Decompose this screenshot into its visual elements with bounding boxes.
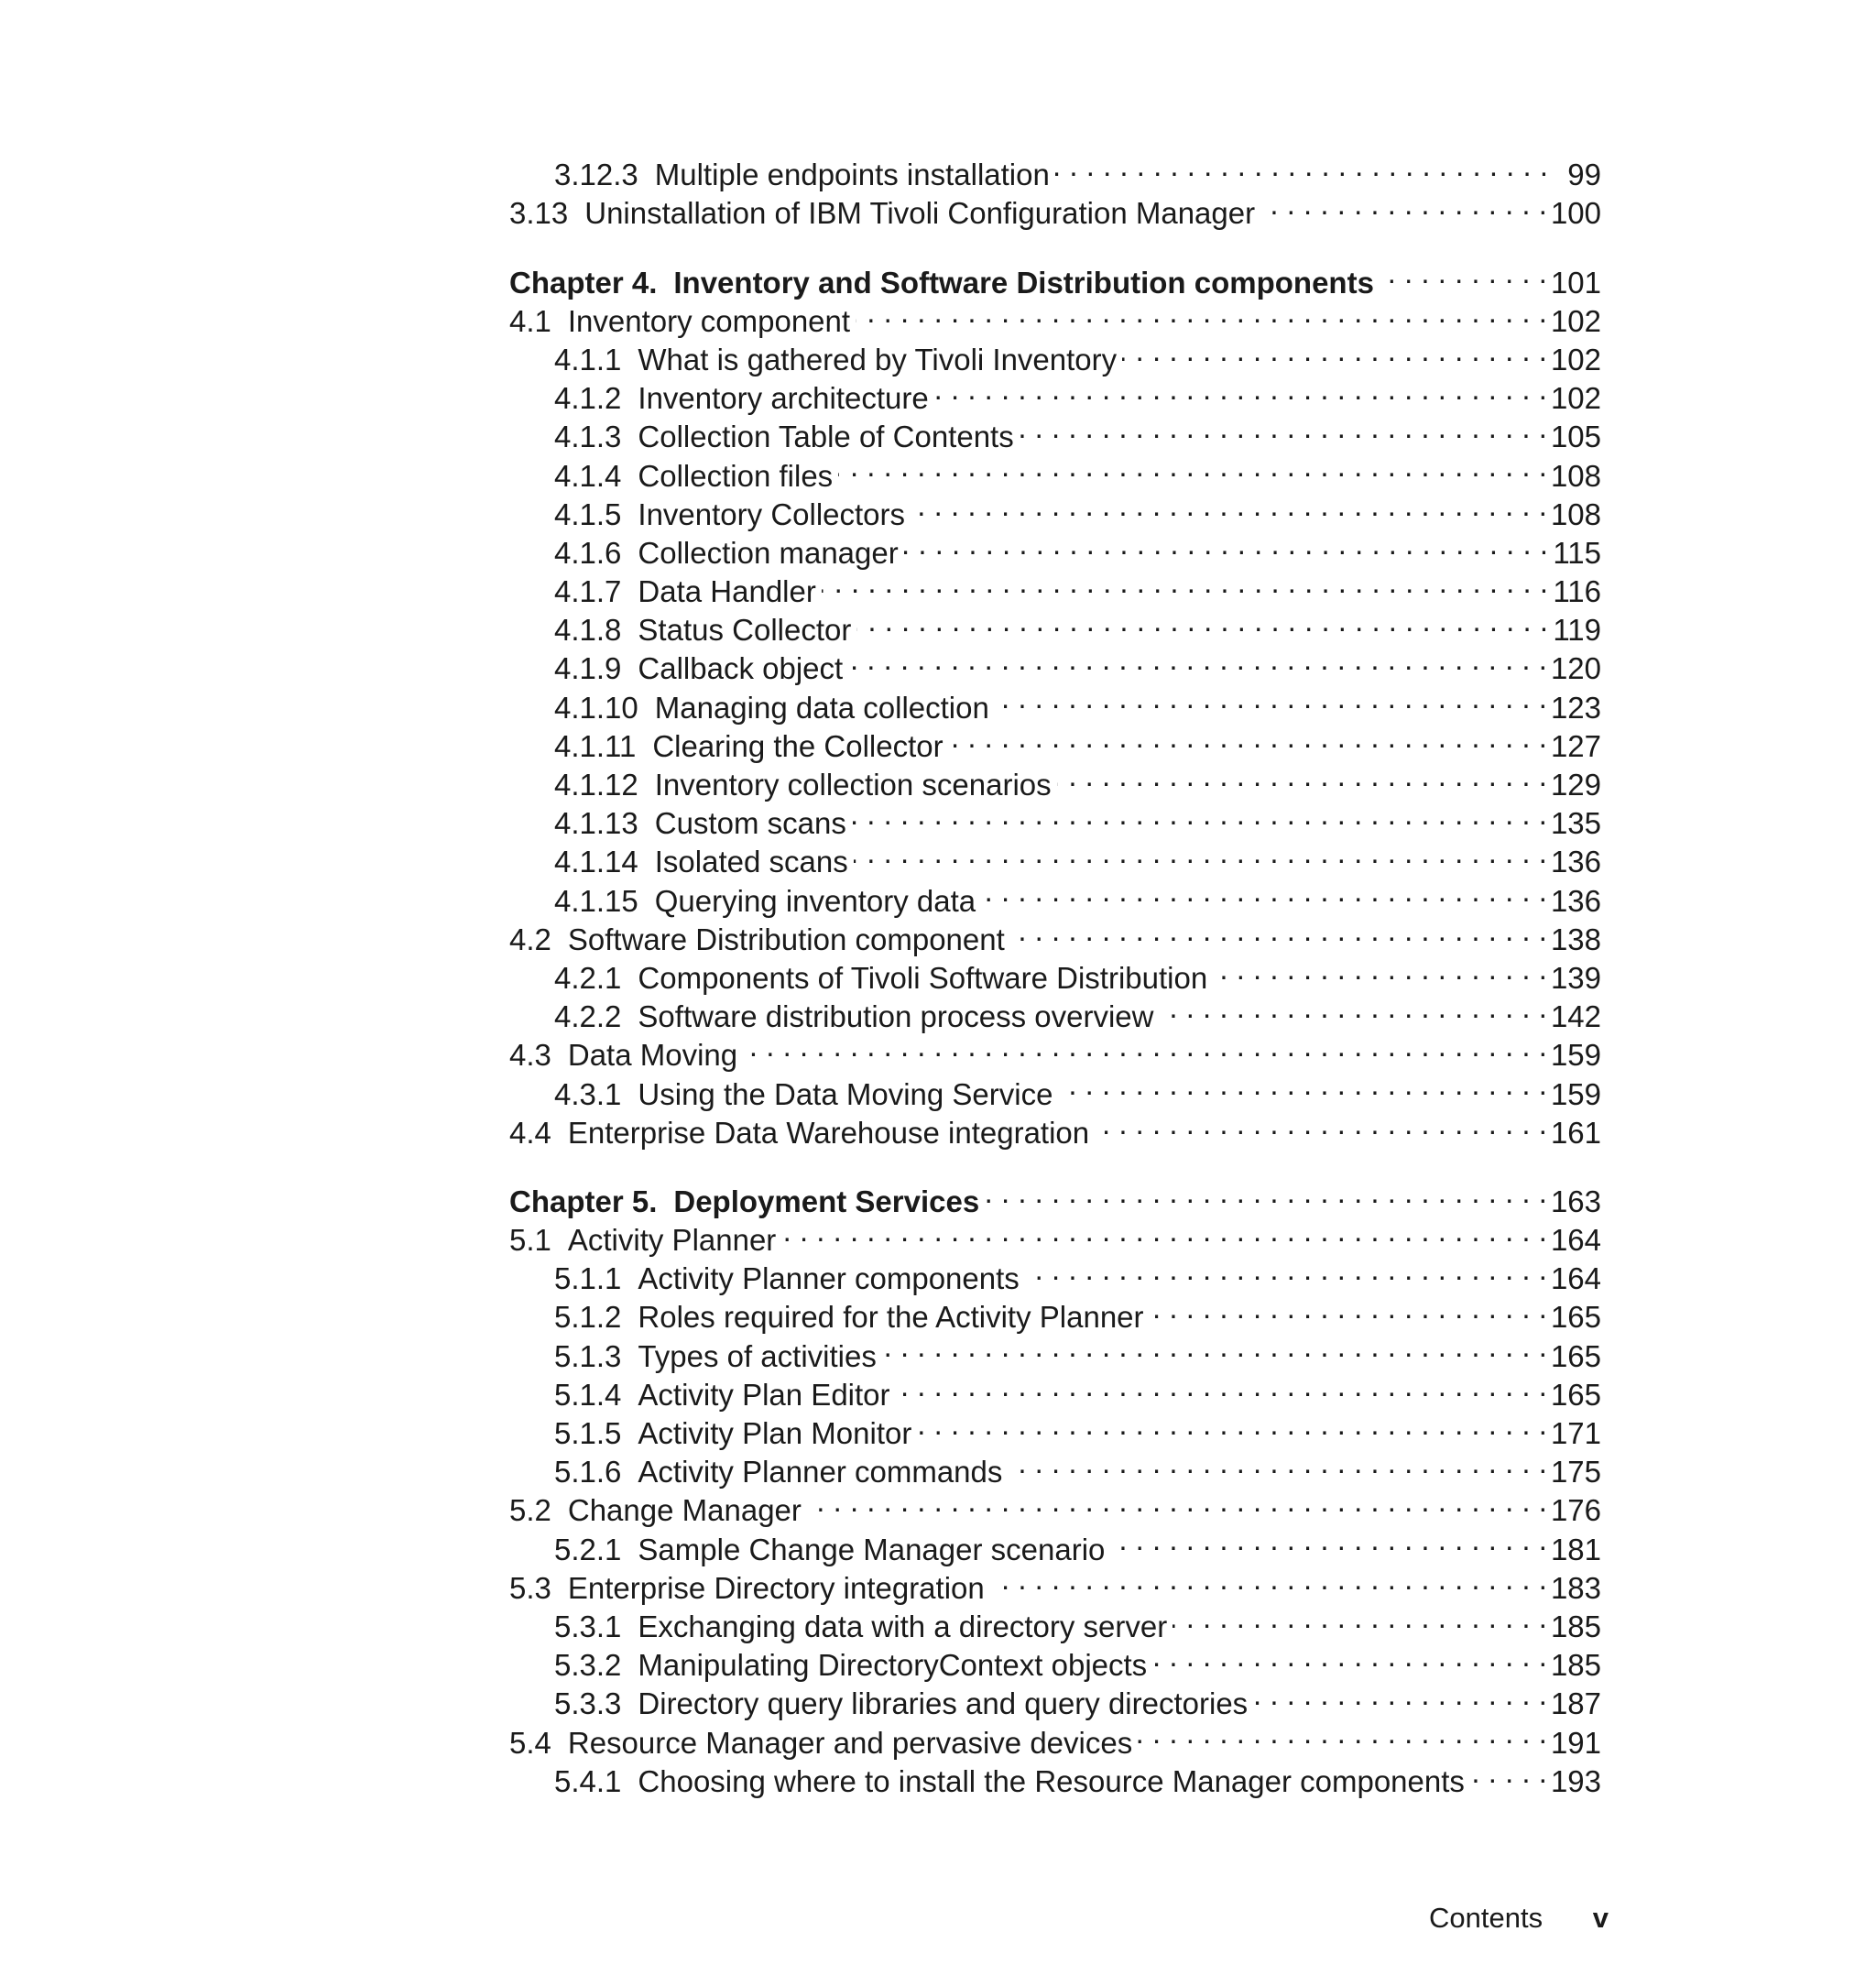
toc-entry-title: Inventory architecture (638, 381, 929, 416)
toc-entry-number: 5.4.1 (554, 1763, 622, 1798)
toc-entry-page: 159 (1550, 1038, 1601, 1073)
toc-entry-page: 175 (1550, 1455, 1601, 1490)
toc-dot-leader (1260, 185, 1547, 224)
toc-entry-title: Sample Change Manager scenario (638, 1532, 1106, 1566)
toc-entry-page: 129 (1550, 768, 1601, 802)
toc-entry-title: Collection manager (638, 535, 899, 570)
toc-entry-number: 5.1.5 (554, 1416, 622, 1450)
toc-entry-page: 165 (1550, 1300, 1601, 1335)
toc-entry-title: Resource Manager and pervasive devices (567, 1725, 1133, 1760)
toc-dot-leader (1172, 1599, 1547, 1637)
toc-entry-title: Status Collector (638, 613, 852, 648)
toc-entry-page: 127 (1550, 728, 1601, 763)
toc-entry-page: 100 (1550, 196, 1601, 231)
toc-dot-leader (781, 1212, 1547, 1250)
toc-entry-title: Activity Planner components (638, 1261, 1020, 1296)
toc-entry-number: 4.4 (509, 1115, 551, 1150)
toc-entry-number: 5.1.4 (554, 1377, 622, 1412)
toc-dot-leader (838, 447, 1547, 486)
toc-entry-page: 139 (1550, 960, 1601, 995)
toc-entry-number: 4.1.3 (554, 420, 622, 454)
toc-entry-number: 4.1.11 (554, 728, 637, 763)
toc-entry-number: Chapter 5. (509, 1184, 658, 1218)
toc-entry-page: 159 (1550, 1076, 1601, 1111)
toc-entry-page: 120 (1550, 651, 1601, 686)
toc-entry-title: Choosing where to install the Resource Manager components (638, 1763, 1465, 1798)
toc-entry-number: 4.1.12 (554, 768, 638, 802)
toc-dot-leader (807, 1482, 1547, 1521)
toc-entry-page: 165 (1550, 1377, 1601, 1412)
toc-entry-number: 4.1 (509, 303, 551, 338)
toc-dot-leader (1470, 1753, 1547, 1792)
toc-dot-leader (985, 1173, 1547, 1212)
toc-entry-number: 4.1.5 (554, 496, 622, 531)
toc-dot-leader (990, 1560, 1547, 1599)
toc-dot-leader (856, 293, 1547, 332)
toc-entry-page: 102 (1550, 381, 1601, 416)
toc-entry-title: Activity Planner (567, 1223, 777, 1258)
table-of-contents (509, 147, 1601, 1798)
toc-dot-leader (1160, 988, 1547, 1027)
toc-entry-page: 138 (1550, 922, 1601, 956)
toc-entry-page: 119 (1553, 613, 1601, 648)
toc-dot-leader (904, 525, 1548, 563)
toc-dot-leader (911, 486, 1547, 525)
toc-entry-page: 164 (1550, 1223, 1601, 1258)
toc-entry-title: Data Moving (567, 1038, 738, 1073)
toc-entry-number: 4.2.1 (554, 960, 622, 995)
toc-entry-page: 108 (1550, 458, 1601, 493)
toc-entry[interactable] (509, 147, 1601, 192)
toc-entry-title: Activity Plan Monitor (638, 1416, 912, 1450)
toc-entry-title: Activity Planner commands (638, 1455, 1003, 1490)
toc-entry-title: Types of activities (638, 1338, 877, 1373)
toc-entry-number: 4.1.8 (554, 613, 622, 648)
toc-entry-page: 123 (1550, 690, 1601, 725)
toc-entry-page: 116 (1553, 574, 1601, 609)
toc-dot-leader (896, 1367, 1547, 1405)
toc-entry-title: Inventory collection scenarios (654, 768, 1052, 802)
toc-entry-number: 5.1.1 (554, 1261, 622, 1296)
toc-entry-title: Inventory Collectors (638, 496, 906, 531)
toc-dot-leader (743, 1027, 1547, 1065)
toc-entry-number: 4.1.6 (554, 535, 622, 570)
toc-entry-title: Inventory and Software Distribution components (673, 265, 1374, 300)
toc-entry-number: 4.1.14 (554, 845, 638, 879)
toc-dot-leader (949, 718, 1547, 757)
toc-entry-page: 187 (1550, 1686, 1601, 1721)
toc-entry-title: Custom scans (654, 806, 846, 841)
toc-dot-leader (1008, 1444, 1547, 1482)
toc-chapter-entry[interactable] (509, 254, 1601, 300)
toc-entry-number: 3.13 (509, 196, 569, 231)
toc-dot-leader (934, 370, 1547, 409)
toc-entry-title: Uninstallation of IBM Tivoli Configuration Manager (584, 196, 1256, 231)
toc-entry-title: Collection Table of Contents (638, 420, 1014, 454)
toc-entry-page: 108 (1550, 496, 1601, 531)
toc-entry-title: Using the Data Moving Service (638, 1076, 1053, 1111)
toc-entry-page: 171 (1550, 1416, 1601, 1450)
toc-dot-leader (917, 1405, 1547, 1444)
toc-entry-title: Collection files (638, 458, 834, 493)
toc-entry-page: 99 (1567, 158, 1601, 192)
toc-entry-title: Directory query libraries and query directories (638, 1686, 1249, 1721)
footer-page-number: v (1592, 1902, 1609, 1934)
toc-entry-number: 4.2 (509, 922, 551, 956)
toc-dot-leader (1152, 1637, 1547, 1675)
toc-entry-number: 4.1.9 (554, 651, 622, 686)
toc-entry-title: Querying inventory data (654, 883, 976, 918)
toc-dot-leader (1110, 1521, 1547, 1559)
toc-dot-leader (1380, 254, 1547, 292)
toc-entry-page: 102 (1550, 303, 1601, 338)
toc-entry-title: Components of Tivoli Software Distribution (638, 960, 1208, 995)
toc-entry-number: 5.1.3 (554, 1338, 622, 1373)
toc-entry-page: 102 (1550, 342, 1601, 376)
toc-dot-leader (1253, 1675, 1547, 1714)
toc-entry-page: 142 (1550, 999, 1601, 1034)
toc-entry-page: 161 (1550, 1115, 1601, 1150)
toc-entry-title: Change Manager (567, 1493, 802, 1528)
toc-entry-page: 165 (1550, 1338, 1601, 1373)
toc-entry-page: 191 (1550, 1725, 1601, 1760)
toc-entry-number: 4.1.13 (554, 806, 638, 841)
toc-entry-number: 5.1 (509, 1223, 551, 1258)
toc-dot-leader (981, 872, 1547, 911)
toc-entry-page: 163 (1550, 1184, 1601, 1218)
toc-dot-leader (1010, 911, 1547, 950)
toc-entry-number: 3.12.3 (554, 158, 638, 192)
toc-entry-title: Inventory component (567, 303, 851, 338)
toc-entry-title: Data Handler (638, 574, 816, 609)
toc-entry-page: 176 (1550, 1493, 1601, 1528)
toc-entry-number: 5.1.2 (554, 1300, 622, 1335)
toc-entry-page: 164 (1550, 1261, 1601, 1296)
toc-dot-leader (882, 1327, 1547, 1366)
toc-dot-leader (1213, 950, 1547, 988)
toc-entry-title: Deployment Services (673, 1184, 980, 1218)
toc-entry-number: 4.1.7 (554, 574, 622, 609)
toc-dot-leader (1055, 147, 1548, 185)
toc-entry-title: Multiple endpoints installation (654, 158, 1050, 192)
toc-dot-leader (1025, 1250, 1547, 1289)
toc-entry-page: 183 (1550, 1570, 1601, 1605)
toc-entry-title: Manipulating DirectoryContext objects (638, 1648, 1148, 1683)
toc-dot-leader (848, 640, 1547, 679)
toc-dot-leader (1057, 757, 1547, 795)
toc-dot-leader (1058, 1065, 1546, 1104)
toc-dot-leader (1150, 1289, 1547, 1327)
toc-entry-page: 135 (1550, 806, 1601, 841)
toc-entry-number: 5.2 (509, 1493, 551, 1528)
toc-entry-number: 5.3.1 (554, 1609, 622, 1643)
toc-entry-title: What is gathered by Tivoli Inventory (638, 342, 1118, 376)
toc-entry-title: Clearing the Collector (652, 728, 943, 763)
toc-entry-title: Software distribution process overview (638, 999, 1154, 1034)
page-footer (1429, 1900, 1609, 1937)
toc-entry-title: Callback object (638, 651, 844, 686)
toc-entry-page: 101 (1550, 265, 1601, 300)
toc-entry-number: 4.3 (509, 1038, 551, 1073)
toc-entry-page: 136 (1550, 883, 1601, 918)
toc-entry-page: 185 (1550, 1609, 1601, 1643)
toc-entry-page: 185 (1550, 1648, 1601, 1683)
toc-dot-leader (854, 834, 1547, 872)
toc-entry-number: 5.3.3 (554, 1686, 622, 1721)
toc-dot-leader (1122, 332, 1547, 370)
toc-entry-number: 4.1.1 (554, 342, 622, 376)
toc-entry-page: 136 (1550, 845, 1601, 879)
toc-entry-number: 4.3.1 (554, 1076, 622, 1111)
toc-entry-number: 4.1.2 (554, 381, 622, 416)
toc-entry-page: 105 (1550, 420, 1601, 454)
toc-entry-number: 5.2.1 (554, 1532, 622, 1566)
toc-dot-leader (1020, 409, 1547, 447)
toc-entry-number: 5.1.6 (554, 1455, 622, 1490)
toc-entry-number: Chapter 4. (509, 265, 658, 300)
toc-dot-leader (822, 563, 1548, 602)
toc-entry-title: Activity Plan Editor (638, 1377, 890, 1412)
toc-entry-page: 181 (1550, 1532, 1601, 1566)
toc-chapter-entry[interactable] (509, 1173, 1601, 1218)
toc-dot-leader (856, 602, 1548, 640)
toc-dot-leader (1095, 1105, 1547, 1143)
toc-entry-page: 115 (1553, 535, 1601, 570)
toc-entry-title: Managing data collection (654, 690, 989, 725)
toc-entry-number: 5.4 (509, 1725, 551, 1760)
toc-entry-number: 4.2.2 (554, 999, 622, 1034)
toc-entry-number: 4.1.15 (554, 883, 638, 918)
footer-label: Contents (1429, 1902, 1543, 1934)
toc-entry-title: Enterprise Data Warehouse integration (567, 1115, 1090, 1150)
toc-entry-title: Software Distribution component (567, 922, 1005, 956)
toc-entry-title: Exchanging data with a directory server (638, 1609, 1168, 1643)
toc-entry-page: 193 (1550, 1763, 1601, 1798)
toc-entry-title: Isolated scans (654, 845, 848, 879)
toc-entry-number: 4.1.10 (554, 690, 638, 725)
toc-dot-leader (995, 679, 1547, 717)
toc-entry-number: 4.1.4 (554, 458, 622, 493)
toc-dot-leader (852, 795, 1547, 834)
toc-dot-leader (1138, 1714, 1547, 1752)
toc-entry-title: Roles required for the Activity Planner (638, 1300, 1144, 1335)
toc-entry-number: 5.3.2 (554, 1648, 622, 1683)
toc-entry-title: Enterprise Directory integration (567, 1570, 985, 1605)
toc-entry-number: 5.3 (509, 1570, 551, 1605)
